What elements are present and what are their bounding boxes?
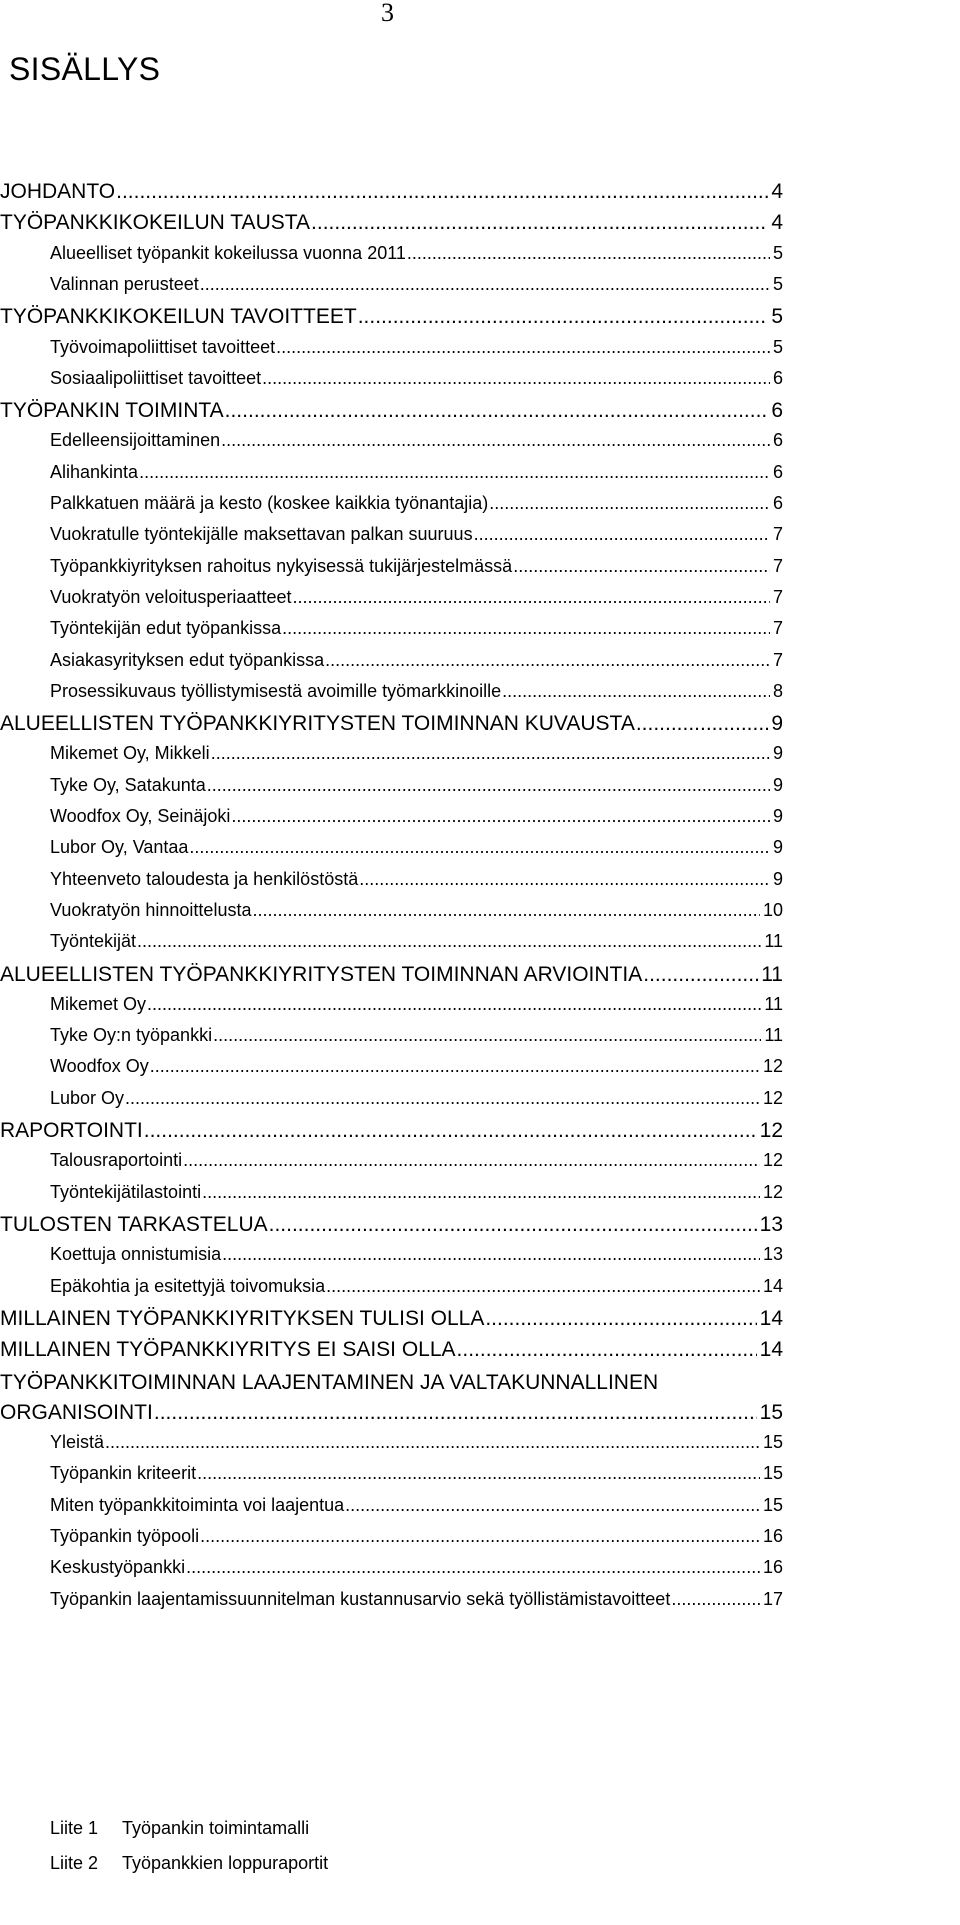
toc-entry-label: Talousraportointi: [50, 1150, 183, 1170]
toc-entry[interactable]: [50, 1495, 783, 1516]
toc-dot-leader: [269, 1213, 757, 1237]
toc-entry-page: 11: [764, 1025, 783, 1045]
toc-entry-label: Prosessikuvaus työllistymisestä avoimille työmarkkinoille: [50, 681, 502, 701]
toc-entry[interactable]: [50, 1244, 783, 1265]
toc-entry-page: 14: [762, 1276, 783, 1296]
toc-entry-label: ORGANISOINTI: [0, 1401, 153, 1424]
toc-entry[interactable]: [50, 493, 783, 514]
toc-entry[interactable]: [50, 869, 783, 890]
toc-entry-label: RAPORTOINTI: [0, 1119, 143, 1142]
toc-entry-page: 7: [772, 650, 783, 670]
toc-entry[interactable]: [50, 368, 783, 389]
toc-dot-leader: [407, 243, 770, 264]
toc-entry-page: 15: [762, 1432, 783, 1452]
toc-dot-leader: [276, 337, 770, 358]
toc-entry-label: Sosiaalipoliittiset tavoitteet: [50, 368, 262, 388]
toc-dot-leader: [150, 1056, 760, 1077]
toc-dot-leader: [485, 1307, 756, 1331]
toc-entry-label: Miten työpankkitoiminta voi laajentua: [50, 1495, 345, 1515]
toc-dot-leader: [186, 1557, 760, 1578]
toc-dot-leader: [513, 556, 770, 577]
toc-entry[interactable]: [50, 1589, 783, 1610]
toc-heading-line: TYÖPANKKITOIMINNAN LAAJENTAMINEN JA VALTAKUNNALLINEN: [0, 1371, 659, 1394]
toc-entry-page: 13: [762, 1244, 783, 1264]
toc-entry[interactable]: [50, 837, 783, 858]
toc-dot-leader: [202, 1182, 760, 1203]
toc-entry[interactable]: [50, 931, 783, 952]
toc-dot-leader: [671, 1589, 760, 1610]
toc-dot-leader: [325, 650, 770, 671]
toc-entry-page: 12: [762, 1088, 783, 1108]
toc-entry[interactable]: [50, 650, 783, 671]
toc-entry-label: Epäkohtia ja esitettyjä toivomuksia: [50, 1276, 326, 1296]
toc-dot-leader: [221, 430, 770, 451]
toc-dot-leader: [262, 368, 770, 389]
toc-entry-label: JOHDANTO: [0, 180, 116, 203]
toc-dot-leader: [200, 274, 770, 295]
toc-entry-label: Mikemet Oy, Mikkeli: [50, 743, 210, 763]
toc-entry-label: Keskustyöpankki: [50, 1557, 186, 1577]
toc-entry-page: 7: [772, 618, 783, 638]
toc-entry-page: 9: [772, 775, 783, 795]
toc-entry-label: Alihankinta: [50, 462, 139, 482]
toc-entry-label: Yhteenveto taloudesta ja henkilöstöstä: [50, 869, 359, 889]
toc-dot-leader: [200, 1526, 760, 1547]
toc-entry-page: 16: [762, 1526, 783, 1546]
appendix-title: Työpankin toimintamalli: [122, 1818, 310, 1838]
toc-dot-leader: [183, 1150, 760, 1171]
toc-entry[interactable]: [0, 1401, 783, 1425]
toc-entry[interactable]: [50, 900, 783, 921]
toc-entry-label: MILLAINEN TYÖPANKKIYRITYS EI SAISI OLLA: [0, 1338, 456, 1361]
toc-entry[interactable]: [50, 743, 783, 764]
toc-entry-label: Työntekijän edut työpankissa: [50, 618, 282, 638]
appendix-id: Liite 1: [50, 1818, 99, 1838]
toc-entry-label: Koettuja onnistumisia: [50, 1244, 222, 1264]
toc-entry-page: 6: [772, 430, 783, 450]
toc-dot-leader: [474, 524, 770, 545]
toc-entry[interactable]: [50, 1056, 783, 1077]
toc-entry-label: Vuokratulle työntekijälle maksettavan palkan suuruus: [50, 524, 473, 544]
toc-entry-page: 16: [762, 1557, 783, 1577]
toc-entry-label: TULOSTEN TARKASTELUA: [0, 1213, 268, 1236]
toc-dot-leader: [282, 618, 770, 639]
toc-entry-page: 11: [761, 963, 783, 986]
toc-dot-leader: [116, 180, 768, 204]
toc-entry-page: 9: [772, 806, 783, 826]
page-title: SISÄLLYS: [9, 51, 161, 87]
toc-entry[interactable]: [50, 1526, 783, 1547]
toc-dot-leader: [154, 1401, 757, 1425]
toc-entry[interactable]: [0, 399, 783, 423]
toc-entry[interactable]: [50, 1276, 783, 1297]
appendix-title: Työpankkien loppuraportit: [122, 1853, 329, 1873]
toc-entry-page: 13: [759, 1213, 783, 1236]
toc-entry-label: Vuokratyön hinnoittelusta: [50, 900, 252, 920]
toc-entry-label: TYÖPANKKIKOKEILUN TAVOITTEET: [0, 305, 357, 328]
toc-entry[interactable]: [0, 963, 783, 987]
toc-entry-page: 6: [772, 462, 783, 482]
toc-entry-label: Työpankkiyrityksen rahoitus nykyisessä tukijärjestelmässä: [50, 556, 513, 576]
toc-entry[interactable]: [50, 1557, 783, 1578]
toc-dot-leader: [643, 963, 758, 987]
toc-entry-page: 5: [771, 305, 783, 328]
toc-dot-leader: [345, 1495, 760, 1516]
toc-dot-leader: [292, 587, 770, 608]
toc-entry-label: Edelleensijoittaminen: [50, 430, 221, 450]
toc-entry-page: 12: [762, 1182, 783, 1202]
toc-entry-label: Työntekijät: [50, 931, 137, 951]
toc-dot-leader: [147, 994, 761, 1015]
toc-entry[interactable]: [50, 681, 783, 702]
toc-entry[interactable]: [50, 806, 783, 827]
toc-entry-page: 9: [771, 712, 783, 735]
toc-dot-leader: [197, 1463, 760, 1484]
toc-entry-page: 9: [772, 743, 783, 763]
toc-entry-label: Lubor Oy, Vantaa: [50, 837, 189, 857]
toc-entry-page: 9: [772, 837, 783, 857]
toc-entry-page: 5: [772, 337, 783, 357]
toc-entry[interactable]: [50, 1150, 783, 1171]
toc-entry-label: Työpankin kriteerit: [50, 1463, 197, 1483]
toc-entry-page: 11: [764, 931, 783, 951]
toc-entry-label: TYÖPANKIN TOIMINTA: [0, 399, 224, 422]
toc-entry-label: Asiakasyrityksen edut työpankissa: [50, 650, 325, 670]
appendix-item: [50, 1818, 309, 1839]
toc-dot-leader: [359, 869, 770, 890]
toc-entry-label: Työvoimapoliittiset tavoitteet: [50, 337, 276, 357]
toc-entry[interactable]: [50, 587, 783, 608]
toc-entry-label: Valinnan perusteet: [50, 274, 199, 294]
toc-dot-leader: [144, 1119, 757, 1143]
toc-entry-page: 4: [771, 211, 783, 234]
toc-dot-leader: [189, 837, 770, 858]
toc-entry-label: TYÖPANKKIKOKEILUN TAUSTA: [0, 211, 311, 234]
toc-entry-page: 17: [762, 1589, 783, 1609]
toc-entry-page: 12: [762, 1056, 783, 1076]
toc-entry-page: 15: [762, 1495, 783, 1515]
toc-entry-page: 15: [762, 1463, 783, 1483]
toc-entry-page: 5: [772, 243, 783, 263]
toc-entry-page: 8: [772, 681, 783, 701]
toc-entry[interactable]: [0, 1119, 783, 1143]
toc-entry-page: 10: [762, 900, 783, 920]
toc-entry[interactable]: [50, 462, 783, 483]
toc-entry[interactable]: [50, 618, 783, 639]
toc-dot-leader: [125, 1088, 760, 1109]
toc-entry[interactable]: [0, 1307, 783, 1331]
toc-entry-label: ALUEELLISTEN TYÖPANKKIYRITYSTEN TOIMINNAN KUVAUSTA: [0, 712, 635, 735]
toc-entry-label: Mikemet Oy: [50, 994, 147, 1014]
toc-entry[interactable]: [0, 712, 783, 736]
toc-entry[interactable]: [0, 305, 783, 329]
toc-entry[interactable]: [50, 430, 783, 451]
toc-dot-leader: [358, 305, 769, 329]
toc-entry-page: 6: [772, 493, 783, 513]
toc-entry[interactable]: [0, 180, 783, 204]
toc-entry-page: 7: [772, 556, 783, 576]
toc-dot-leader: [222, 1244, 760, 1265]
toc-dot-leader: [326, 1276, 760, 1297]
appendix-id: Liite 2: [50, 1853, 99, 1873]
toc-dot-leader: [489, 493, 770, 514]
toc-entry-label: Yleistä: [50, 1432, 105, 1452]
toc-entry[interactable]: [50, 524, 783, 545]
toc-entry-page: 12: [762, 1150, 783, 1170]
toc-dot-leader: [636, 712, 768, 736]
toc-entry[interactable]: [50, 1025, 783, 1046]
toc-entry-page: 6: [772, 368, 783, 388]
toc-entry-label: Työpankin työpooli: [50, 1526, 200, 1546]
toc-entry-label: Tyke Oy, Satakunta: [50, 775, 206, 795]
toc-entry[interactable]: [0, 211, 783, 235]
toc-entry[interactable]: [50, 994, 783, 1015]
toc-entry-page: 9: [772, 869, 783, 889]
toc-entry[interactable]: [50, 1182, 783, 1203]
toc-dot-leader: [225, 399, 769, 423]
toc-entry-page: 5: [772, 274, 783, 294]
toc-entry-label: Lubor Oy: [50, 1088, 125, 1108]
toc-entry[interactable]: [50, 1463, 783, 1484]
toc-entry-page: 11: [764, 994, 783, 1014]
toc-entry-label: Tyke Oy:n työpankki: [50, 1025, 213, 1045]
toc-dot-leader: [105, 1432, 760, 1453]
toc-entry-page: 4: [771, 180, 783, 203]
toc-entry-label: Woodfox Oy: [50, 1056, 149, 1076]
toc-entry-page: 6: [771, 399, 783, 422]
toc-dot-leader: [231, 806, 770, 827]
toc-entry[interactable]: [50, 1088, 783, 1109]
toc-entry-page: 12: [759, 1119, 783, 1142]
toc-entry-page: 14: [759, 1338, 783, 1361]
toc-entry[interactable]: [0, 1213, 783, 1237]
toc-entry-label: Woodfox Oy, Seinäjoki: [50, 806, 231, 826]
page-number: 3: [381, 0, 394, 27]
toc-entry-label: MILLAINEN TYÖPANKKIYRITYKSEN TULISI OLLA: [0, 1307, 485, 1330]
toc-dot-leader: [139, 462, 770, 483]
toc-entry-label: Alueelliset työpankit kokeilussa vuonna 2011: [50, 243, 406, 263]
toc-dot-leader: [207, 775, 770, 796]
toc-entry-page: 7: [772, 587, 783, 607]
toc-dot-leader: [252, 900, 760, 921]
toc-entry-page: 14: [759, 1307, 783, 1330]
toc-dot-leader: [502, 681, 770, 702]
toc-entry-label: Palkkatuen määrä ja kesto (koskee kaikkia työnantajia): [50, 493, 489, 513]
toc-entry-label: ALUEELLISTEN TYÖPANKKIYRITYSTEN TOIMINNAN ARVIOINTIA: [0, 963, 643, 986]
toc-entry[interactable]: [50, 556, 783, 577]
toc-entry[interactable]: [50, 775, 783, 796]
toc-entry-label: Työntekijätilastointi: [50, 1182, 202, 1202]
toc-entry-page: 15: [759, 1401, 783, 1424]
appendix-item: [50, 1853, 328, 1874]
toc-entry-label: Työpankin laajentamissuunnitelman kustannusarvio sekä työllistämistavoitteet: [50, 1589, 671, 1609]
toc-dot-leader: [311, 211, 768, 235]
toc-entry[interactable]: [50, 243, 783, 264]
toc-entry[interactable]: [50, 274, 783, 295]
toc-entry[interactable]: [50, 1432, 783, 1453]
toc-dot-leader: [211, 743, 770, 764]
toc-dot-leader: [137, 931, 761, 952]
toc-entry[interactable]: [0, 1338, 783, 1362]
toc-entry-label: Vuokratyön veloitusperiaatteet: [50, 587, 292, 607]
toc-entry[interactable]: [50, 337, 783, 358]
toc-dot-leader: [213, 1025, 761, 1046]
toc-entry-page: 7: [772, 524, 783, 544]
toc-dot-leader: [457, 1338, 757, 1362]
